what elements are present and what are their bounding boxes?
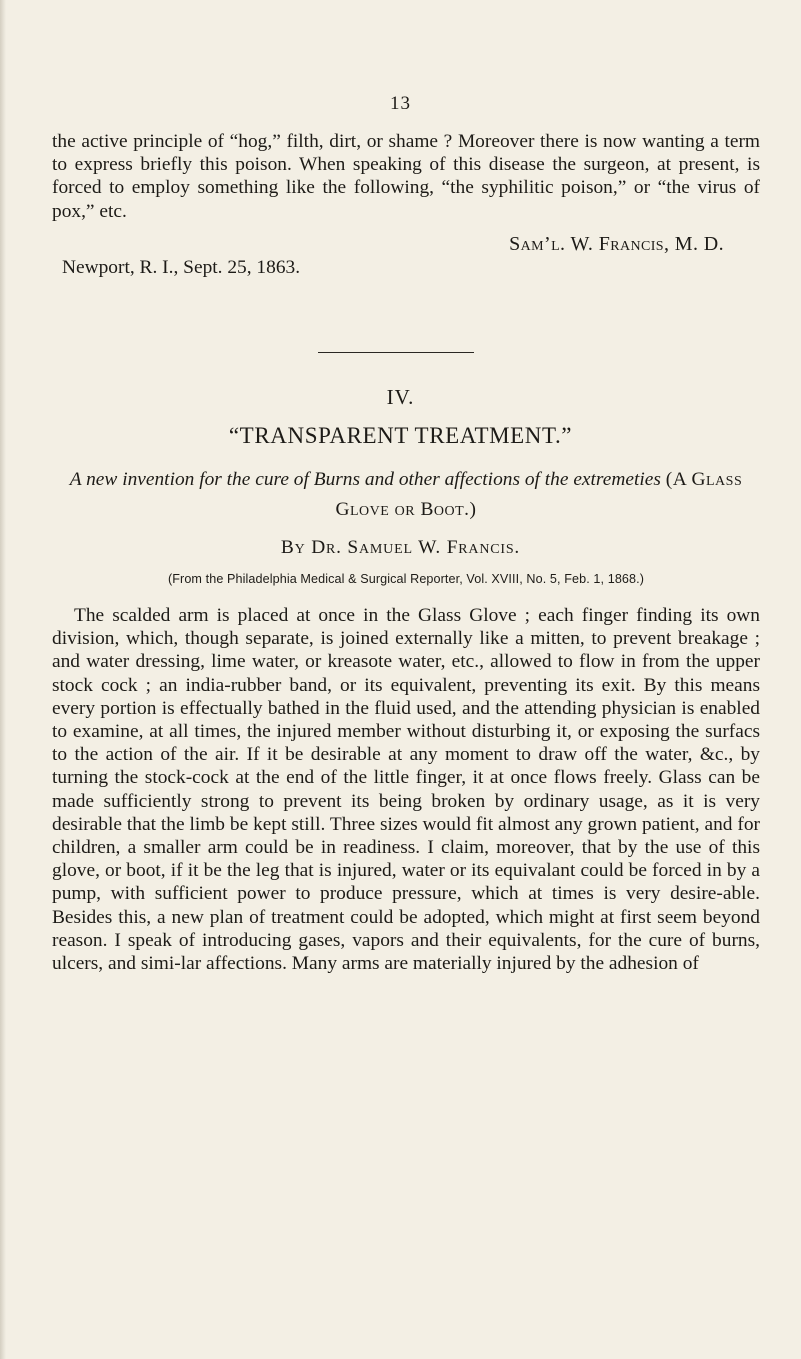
source-citation: (From the Philadelphia Medical & Surgical Reporter, Vol. XVIII, No. 5, Feb. 1, 1868.) [167,572,645,586]
subtitle-small-caps: (A Glass Glove or Boot.) [335,469,743,520]
section-title: “TRANSPARENT TREATMENT.” [228,423,573,448]
letter-closing-paragraph: the active principle of “hog,” filth, dirt, or shame ? Moreover there is now wanting a term to express briefly this poison. When speaking of this disease the surgeon, at present, is forced to employ something like the following, “the syphilitic poison,” or “the virus of pox,” etc. [52,131,760,222]
subtitle-italic: A new invention for the cure of Burns and other affections of the extremeties [69,469,661,490]
section-subtitle [52,465,760,525]
section-number: IV. [386,385,415,409]
author-byline: By Dr. Samuel W. Francis. [280,537,521,558]
section-divider [318,352,474,353]
page-binding-shadow [0,0,6,1359]
page-number: 13 [390,93,411,114]
letter-ending [52,130,760,279]
letter-place-date: Newport, R. I., Sept. 25, 1863. [62,257,301,279]
body-paragraph: The scalded arm is placed at once in the Glass Glove ; each finger finding its own division, which, though separate, is joined externally like a mitten, to prevent breakage ; and water dressing, lime water, or kreasote water, etc., allowed to flow in from the upper stock cock ; an india-rubber band, or its equivalent, preventing its exit. By this means every portion is effectually bathed in the fluid used, and the attending physician is enabled to examine, at all times, the injured member without disturbing it, or exposing the surfacs to the action of the air. If it be desirable at any moment to draw off the water, &c., by turning the stock-cock at the end of the little finger, it at once flows freely. Glass can be made sufficiently strong to prevent its being broken by ordinary usage, as it is very desirable that the limb be kept still. Three sizes would fit almost any grown patient, and for children, a smaller arm could be in readiness. I claim, moreover, that by the use of this glove, or boot, if it be the leg that is injured, water or its equivalant could be forced in by a pump, with sufficient power to produce pressure, which at times is very desire-able. Besides this, a new plan of treatment could be adopted, which might at first seem beyond reason. I speak of introducing gases, vapors and their equivalents, for the cure of burns, ulcers, and simi-lar affections. Many arms are materially injured by the adhesion of [52,605,760,975]
letter-signature: Sam’l. W. Francis, M. D. [509,232,724,255]
